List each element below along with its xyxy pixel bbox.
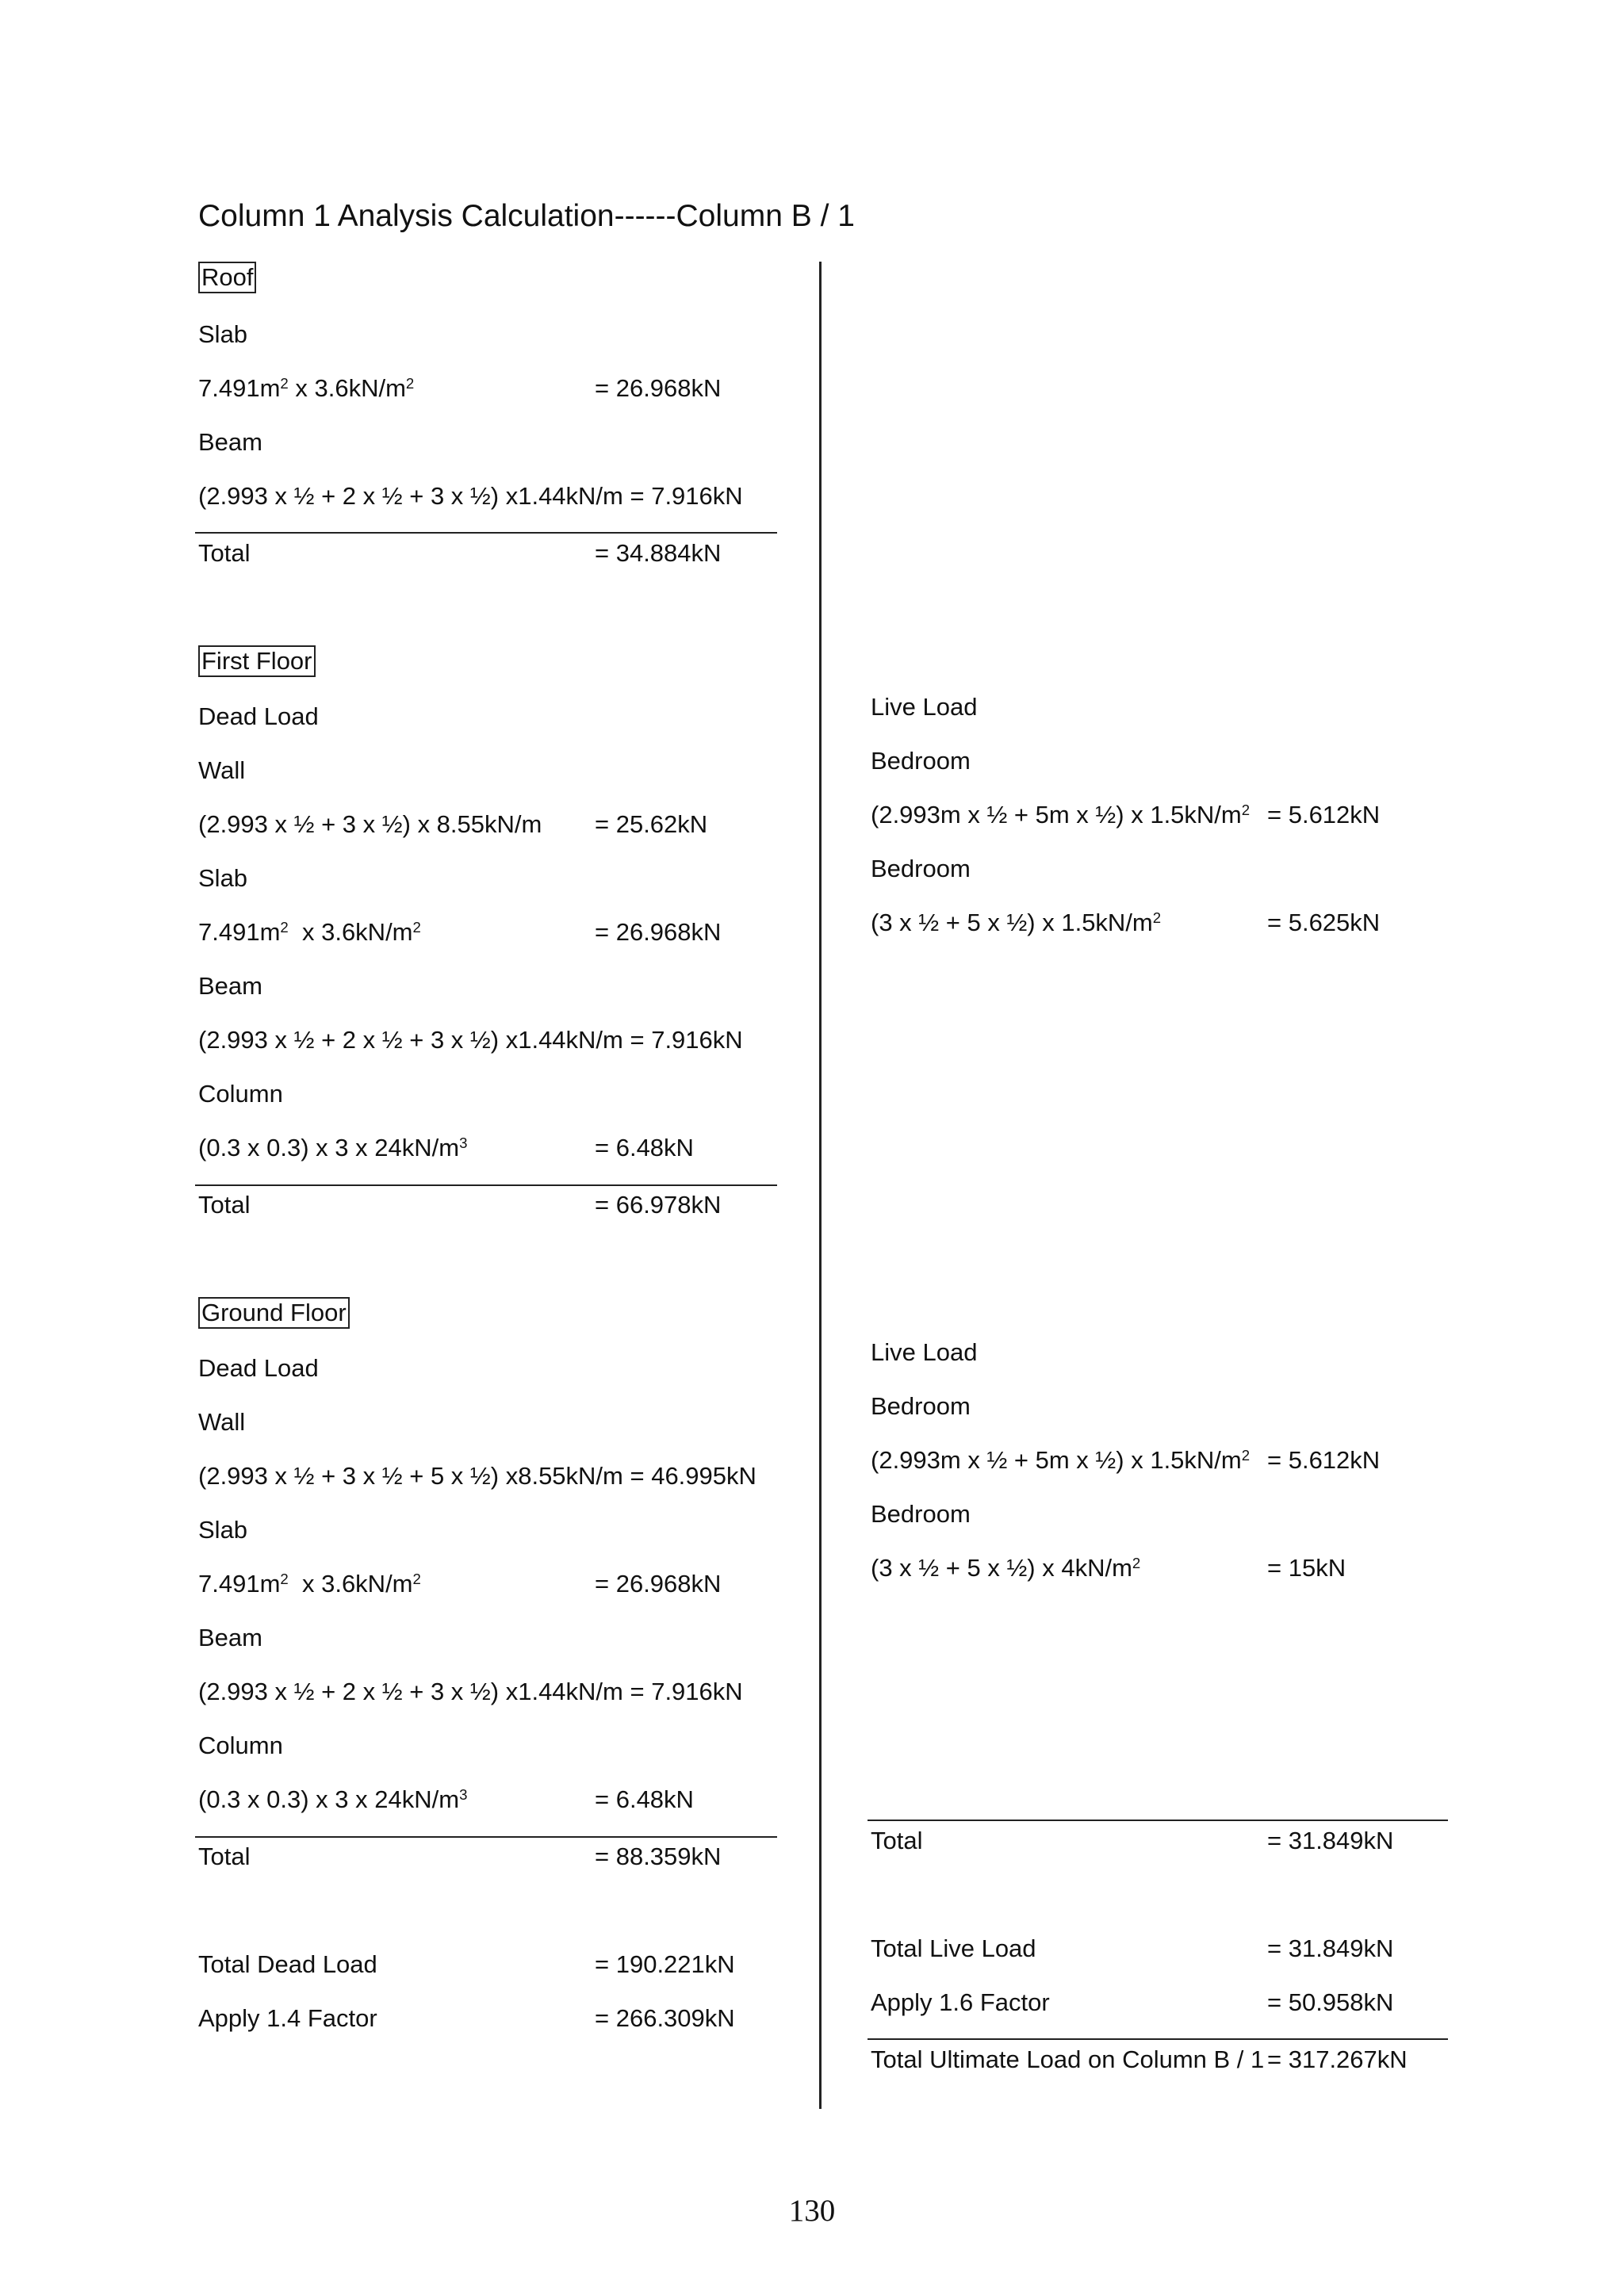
gf-live-total-label: Total bbox=[871, 1827, 923, 1854]
ff-bedroom2-label: Bedroom bbox=[871, 855, 971, 882]
dead-factor-label: Apply 1.4 Factor bbox=[198, 2004, 377, 2032]
ff-wall-calc: (2.993 x ½ + 3 x ½) x 8.55kN/m bbox=[198, 810, 542, 838]
gf-total-label: Total bbox=[198, 1843, 251, 1870]
ultimate-rule bbox=[868, 2038, 1448, 2040]
roof-total-rule bbox=[195, 532, 777, 534]
gf-total-value: = 88.359kN bbox=[595, 1843, 722, 1870]
ff-dead-load-label: Dead Load bbox=[198, 702, 319, 730]
live-factor-label: Apply 1.6 Factor bbox=[871, 1988, 1050, 2016]
gf-bedroom1-label: Bedroom bbox=[871, 1392, 971, 1420]
gf-live-total-value: = 31.849kN bbox=[1267, 1827, 1394, 1854]
ff-bedroom2-calc: (3 x ½ + 5 x ½) x $1.5kN/m^2$ bbox=[871, 909, 1162, 936]
ff-beam-label: Beam bbox=[198, 972, 262, 1000]
ff-wall-value: = 25.62kN bbox=[595, 810, 708, 838]
gf-bedroom1-calc: (2.993m x ½ + 5m x ½) x $1.5kN/m^2$ bbox=[871, 1446, 1251, 1474]
page-number: 130 bbox=[788, 2194, 836, 2228]
gf-bedroom2-value: = 15kN bbox=[1267, 1554, 1346, 1582]
total-live-load-label: Total Live Load bbox=[871, 1934, 1036, 1962]
total-dead-load-label: Total Dead Load bbox=[198, 1950, 377, 1978]
dead-factor-value: = 266.309kN bbox=[595, 2004, 735, 2032]
roof-slab-label: Slab bbox=[198, 320, 248, 348]
ff-slab-value: = 26.968kN bbox=[595, 918, 722, 946]
gf-live-load-label: Live Load bbox=[871, 1338, 978, 1366]
gf-bedroom2-label: Bedroom bbox=[871, 1500, 971, 1528]
ff-bedroom1-label: Bedroom bbox=[871, 747, 971, 775]
ultimate-load-value: = 317.267kN bbox=[1267, 2045, 1408, 2073]
gf-column-value: = 6.48kN bbox=[595, 1785, 694, 1813]
ff-live-load-label: Live Load bbox=[871, 693, 978, 721]
ff-bedroom1-calc: (2.993m x ½ + 5m x ½) x $1.5kN/m^2$ bbox=[871, 801, 1251, 828]
gf-slab-label: Slab bbox=[198, 1516, 248, 1544]
gf-bedroom1-value: = 5.612kN bbox=[1267, 1446, 1381, 1474]
gf-beam-calc: (2.993 x ½ + 2 x ½ + 3 x ½) x1.44kN/m = 7.916kN bbox=[198, 1678, 743, 1705]
gf-total-rule bbox=[195, 1836, 777, 1838]
roof-beam-label: Beam bbox=[198, 428, 262, 456]
gf-column-label: Column bbox=[198, 1732, 283, 1759]
gf-slab-value: = 26.968kN bbox=[595, 1570, 722, 1598]
gf-wall-label: Wall bbox=[198, 1408, 246, 1436]
gf-dead-load-label: Dead Load bbox=[198, 1354, 319, 1382]
ff-column-label: Column bbox=[198, 1080, 283, 1108]
roof-total-value: = 34.884kN bbox=[595, 539, 722, 567]
ff-total-label: Total bbox=[198, 1191, 251, 1219]
gf-beam-label: Beam bbox=[198, 1624, 262, 1651]
page-title: Column 1 Analysis Calculation------Column B / 1 bbox=[198, 199, 855, 233]
ff-total-rule bbox=[195, 1184, 777, 1186]
gf-wall-calc: (2.993 x ½ + 3 x ½ + 5 x ½) x8.55kN/m = 46.995kN bbox=[198, 1462, 756, 1490]
column-divider bbox=[819, 262, 822, 2109]
total-dead-load-value: = 190.221kN bbox=[595, 1950, 735, 1978]
gf-bedroom2-calc: (3 x ½ + 5 x ½) x $4kN/m^2$ bbox=[871, 1554, 1141, 1582]
gf-slab-calc: $7.491m^2$ x $3.6kN/m^2$ bbox=[198, 1570, 421, 1598]
roof-slab-value: = 26.968kN bbox=[595, 374, 722, 402]
ff-beam-calc: (2.993 x ½ + 2 x ½ + 3 x ½) x1.44kN/m = 7.916kN bbox=[198, 1026, 743, 1054]
ff-bedroom2-value: = 5.625kN bbox=[1267, 909, 1381, 936]
ff-slab-calc: $7.491m^2$ x $3.6kN/m^2$ bbox=[198, 918, 421, 946]
roof-slab-calc: $7.491m^2$ x $3.6kN/m^2$ bbox=[198, 374, 415, 402]
gf-column-calc: (0.3 x 0.3) x 3 x $24kN/m^3$ bbox=[198, 1785, 468, 1813]
roof-total-label: Total bbox=[198, 539, 251, 567]
first-floor-heading: First Floor bbox=[198, 645, 316, 677]
live-factor-value: = 50.958kN bbox=[1267, 1988, 1394, 2016]
ff-column-value: = 6.48kN bbox=[595, 1134, 694, 1161]
ff-total-value: = 66.978kN bbox=[595, 1191, 722, 1219]
total-live-load-value: = 31.849kN bbox=[1267, 1934, 1394, 1962]
ff-column-calc: (0.3 x 0.3) x 3 x $24kN/m^3$ bbox=[198, 1134, 468, 1161]
roof-beam-calc: (2.993 x ½ + 2 x ½ + 3 x ½) x1.44kN/m = 7.916kN bbox=[198, 482, 743, 510]
ff-slab-label: Slab bbox=[198, 864, 248, 892]
ff-wall-label: Wall bbox=[198, 756, 246, 784]
ff-bedroom1-value: = 5.612kN bbox=[1267, 801, 1381, 828]
roof-heading: Roof bbox=[198, 262, 256, 293]
gf-live-total-rule bbox=[868, 1820, 1448, 1821]
ultimate-load-label: Total Ultimate Load on Column B / 1 bbox=[871, 2045, 1265, 2073]
ground-floor-heading: Ground Floor bbox=[198, 1297, 350, 1329]
